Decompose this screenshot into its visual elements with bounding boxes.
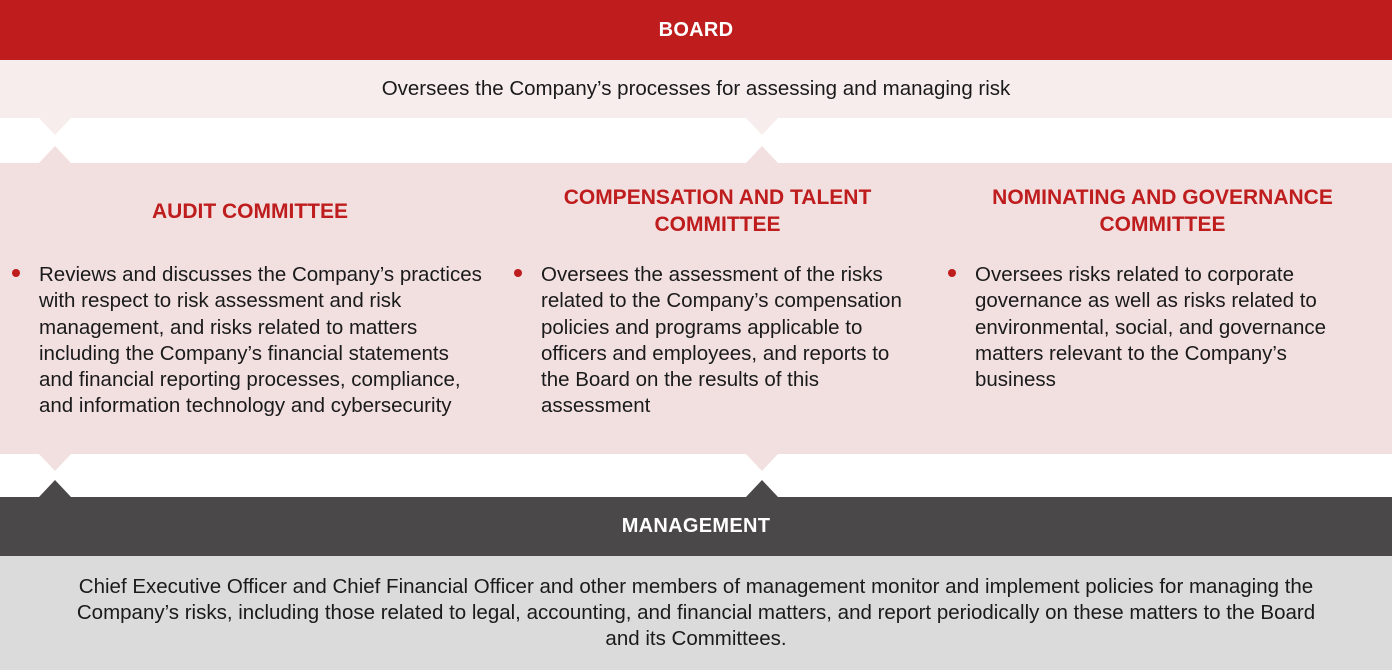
compensation-to-board-arrow-icon [746, 146, 778, 163]
compensation-committee-text: Oversees the assessment of the risks related to the Company’s compensation policies and programs applicable to officers and employees, and reports to the Board on the results of this assessment [541, 263, 902, 418]
compensation-to-management-arrow-icon [746, 454, 778, 471]
board-description: Oversees the Company’s processes for assessing and managing risk [381, 77, 1011, 100]
board-header [0, 0, 1392, 60]
audit-committee-bullet [12, 262, 482, 420]
management-description-panel [0, 556, 1392, 670]
audit-to-management-arrow-icon [39, 454, 71, 471]
management-header [0, 497, 1392, 556]
bullet-dot-icon [12, 269, 20, 277]
management-description: Chief Executive Officer and Chief Financial Officer and other members of management monitor and implement policies for managing the Company’s risks, including those related to legal, accounting, and financial matters, and report periodically on these matters to the Board and its Committees. [76, 574, 1316, 651]
bullet-dot-icon [514, 269, 522, 277]
nominating-committee-bullet [948, 262, 1373, 393]
management-to-compensation-arrow-icon [746, 480, 778, 497]
management-title: MANAGEMENT [621, 515, 771, 537]
nominating-committee-title: NOMINATING AND GOVERNANCE COMMITTEE [992, 186, 1333, 236]
board-to-compensation-arrow-icon [746, 118, 778, 135]
board-title: BOARD [658, 18, 734, 41]
audit-committee-title: AUDIT COMMITTEE [152, 199, 348, 223]
audit-committee-text: Reviews and discusses the Company’s practices with respect to risk assessment and risk management, and risks related to matters including the Company’s financial statements and financial reporting processes, compliance, and information technology and cybersecurity [39, 263, 482, 418]
board-to-audit-arrow-icon [39, 118, 71, 135]
audit-to-board-arrow-icon [39, 146, 71, 163]
management-to-audit-arrow-icon [39, 480, 71, 497]
compensation-committee-bullet [514, 262, 919, 420]
nominating-committee-text: Oversees risks related to corporate governance as well as risks related to environmental, social, and governance matters relevant to the Company’s business [975, 263, 1326, 392]
compensation-committee-title: COMPENSATION AND TALENT COMMITTEE [563, 186, 872, 236]
board-description-panel [0, 60, 1392, 118]
bullet-dot-icon [948, 269, 956, 277]
